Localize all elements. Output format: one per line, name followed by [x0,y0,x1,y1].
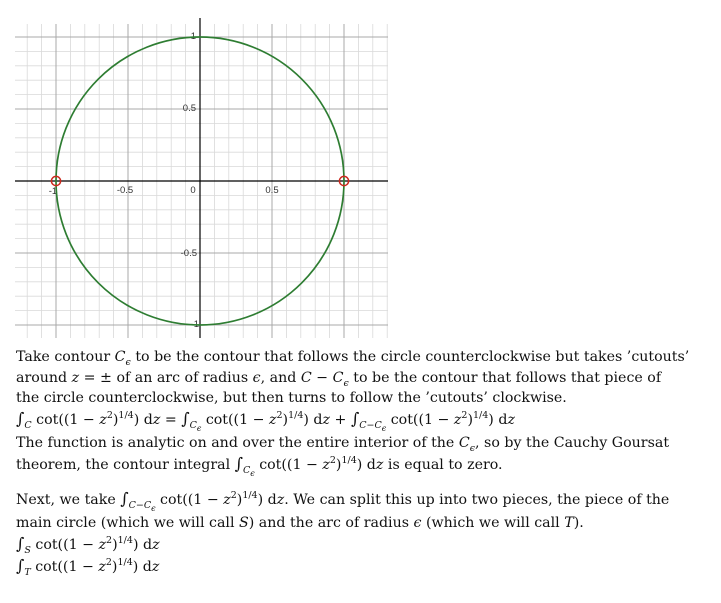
equation-split: $\int_C$ $\cot((1 - z^2)^{1/4})$ dz = $\int_{C_\epsilon}$ $\cot((1 - z^2)^{1/4})$ dz + $\int_{C-C_\epsilon}$ $\cot((1 - z^2)^{1/4})$ dz [16,408,515,433]
equation-integral-t: $\int_T$ $\cot((1 - z^2)^{1/4})$ dz [16,556,160,579]
plot-canvas [0,0,400,345]
unit-circle-plot [0,0,400,345]
explanation-text [16,348,706,579]
x-tick-label: 0 [190,185,196,196]
equation-integral-s: $\int_S$ $\cot((1 - z^2)^{1/4})$ dz [16,533,160,556]
y-tick-label: -1 [190,319,199,330]
paragraph-split-pieces: Next, we take $\int_{C-C_\epsilon}$ $\cot((1 - z^2)^{1/4})$ dz. We can split this up into two pieces, the piece of the main circle (which we will call S) and the arc of radius ϵ (which we will call T). [16,488,670,532]
x-tick-label: -1 [48,186,58,197]
y-tick-label: 0.5 [182,103,196,114]
y-tick-label: -0.5 [180,248,197,259]
x-tick-label: -0.5 [116,185,134,196]
y-tick-label: 1 [190,31,196,42]
paragraph-contour-definition: Take contour $C_\epsilon$ to be the contour that follows the circle counterclockwise but takes ’cutouts’ around z = ± of an arc of radius ϵ, and $C - C_\epsilon$ to be the contour that follows that piece of the circle counterclockwise, but then turns to follow the ’cutouts’ clockwise. [16,349,690,406]
paragraph-cauchy-goursat: The function is analytic on and over the entire interior of the $C_\epsilon$, so by the Cauchy Goursat theorem, the contour integral $\int_{C_\epsilon}$ $\cot((1 - z^2)^{1/4})$ dz is equal to zero. [16,434,670,479]
x-tick-label: 0.5 [265,185,279,196]
